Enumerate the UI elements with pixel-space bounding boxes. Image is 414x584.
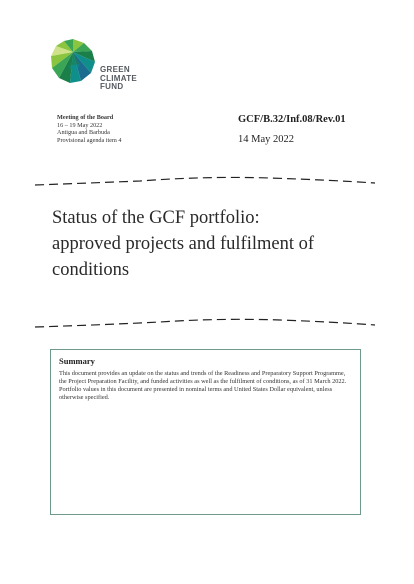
logo-wordmark: [100, 66, 137, 92]
logo-line-green: GREEN: [100, 65, 130, 74]
title-line-1: Status of the GCF portfolio:: [52, 208, 260, 228]
summary-box: [50, 349, 361, 515]
document-title: [52, 205, 372, 283]
title-line-3: conditions: [52, 260, 130, 280]
meeting-heading: Meeting of the Board: [57, 114, 114, 121]
logo-line-climate: CLIMATE: [100, 73, 138, 83]
logo-line-fund: FUND: [100, 82, 124, 91]
meeting-info: [57, 114, 207, 144]
top-divider: [30, 175, 380, 189]
document-reference: GCF/B.32/Inf.08/Rev.01: [238, 114, 346, 125]
title-line-2: approved projects and fulfilment of: [52, 234, 314, 254]
meeting-agenda-item: Provisional agenda item 4: [57, 136, 122, 144]
summary-heading: Summary: [59, 356, 95, 366]
summary-body: This document provides an update on the status and trends of the Readiness and Preparatory Support Programme, the Project Preparation Facility, and funded activities as well as the fulfilment of conditions, as of 31 March 2022. Portfolio values in this document are presented in nominal terms and United States Dollar equivalent, unless otherwise specified.: [59, 370, 347, 402]
green-climate-fund-globe-icon: [50, 38, 96, 84]
bottom-divider: [30, 316, 380, 330]
document-date: 14 May 2022: [238, 134, 294, 145]
meeting-location: Antigua and Barbuda: [57, 129, 110, 137]
gcf-logo: [50, 38, 170, 96]
meeting-dates: 16 – 19 May 2022: [57, 121, 103, 129]
